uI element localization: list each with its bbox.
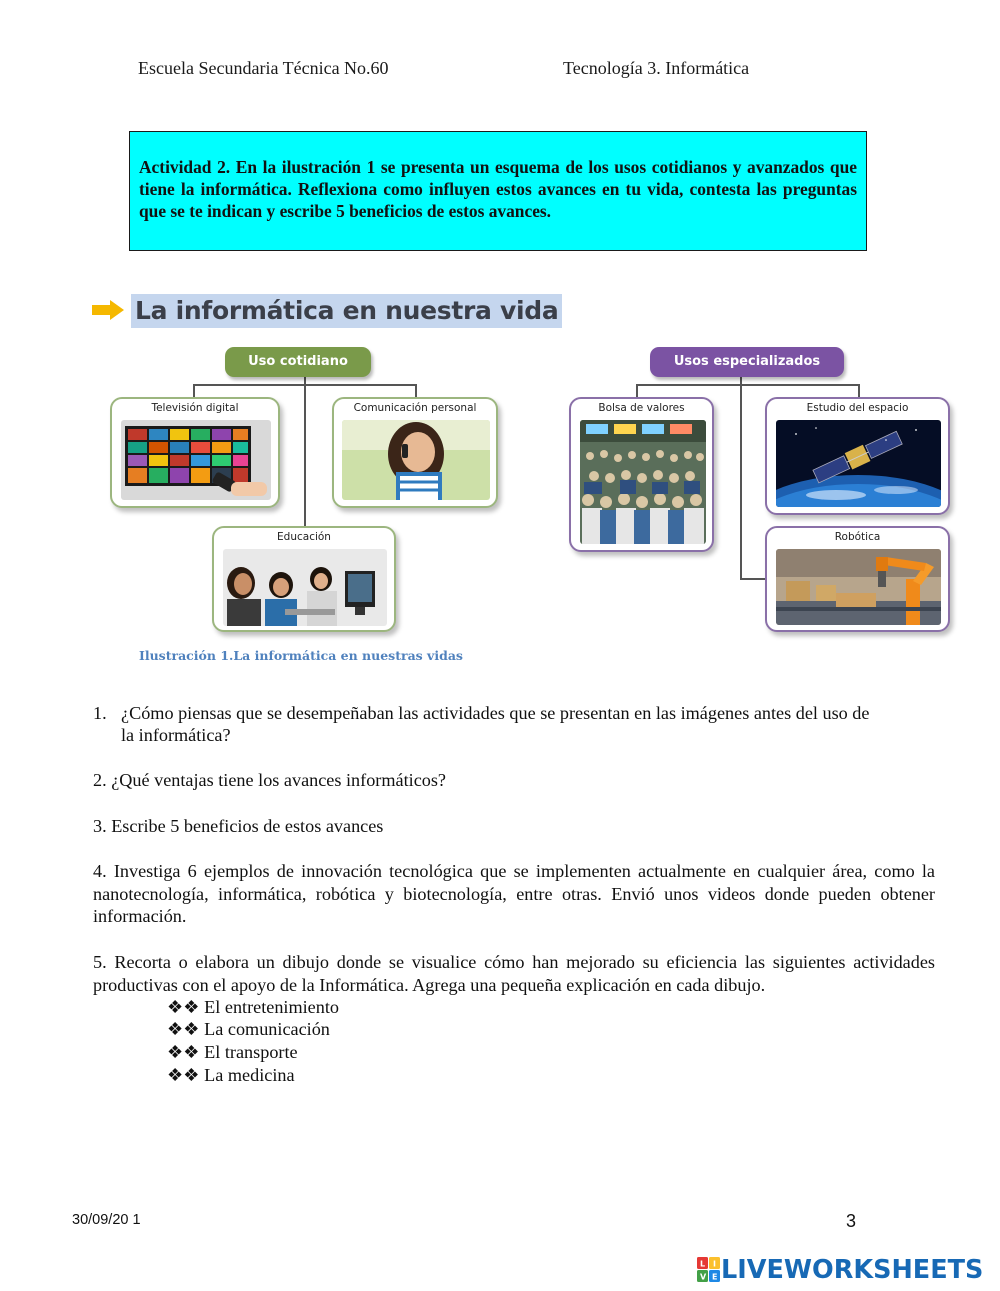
- question-1-line-1: ¿Cómo piensas que se desempeñaban las actividades que se presentan en las imágenes antes del uso de: [121, 703, 870, 723]
- liveworksheets-logo: [697, 1256, 983, 1284]
- connector-line: [304, 376, 306, 526]
- question-3: 3. Escribe 5 beneficios de estos avances: [93, 816, 384, 836]
- card-personal-communication: [332, 397, 498, 508]
- space-study-image: [776, 420, 941, 507]
- connector-line: [636, 384, 638, 398]
- logo-letter-l: L: [700, 1259, 706, 1269]
- stock-exchange-image: [580, 420, 706, 544]
- personal-communication-image: [342, 420, 490, 500]
- activity-box: [129, 131, 867, 251]
- specialized-use-label: Usos especializados: [650, 347, 844, 377]
- arrow-right-icon: [92, 300, 126, 320]
- liveworksheets-icon: [697, 1257, 721, 1283]
- card-space-study: [765, 397, 950, 515]
- card-digital-tv: [110, 397, 280, 508]
- figure-caption: Ilustración 1.La informática en nuestras vidas: [139, 648, 463, 663]
- bullet-transport: ❖❖ El transporte: [167, 1042, 298, 1062]
- card-label: Comunicación personal: [353, 402, 477, 414]
- digital-tv-image: [121, 420, 271, 500]
- logo-letter-e: E: [712, 1272, 718, 1282]
- logo-letter-i: I: [713, 1259, 716, 1269]
- activity-text: Actividad 2. En la ilustración 1 se presenta un esquema de los usos cotidianos y avanzados que tiene la informática. Reflexiona como influyen estos avances en tu vida, contesta las preguntas que se te indican y escribe 5 beneficios de estos avances.: [139, 157, 857, 221]
- connector-line: [740, 578, 766, 580]
- question-5: 5. Recorta o elabora un dibujo donde se visualice cómo han mejorado su eficiencia las siguientes actividades productivas con el apoyo de la Informática. Agrega una pequeña explicación en cada dibujo.: [93, 952, 935, 995]
- card-label: Educación: [277, 531, 331, 543]
- liveworksheets-brand[interactable]: LIVEWORKSHEETS: [721, 1255, 984, 1285]
- question-1-number: 1.: [93, 703, 107, 723]
- figure-title: La informática en nuestra vida: [131, 294, 562, 328]
- footer-date: 30/09/20 1: [72, 1212, 141, 1228]
- connector-line: [740, 376, 742, 579]
- connector-line: [858, 384, 860, 398]
- question-1-line-2: la informática?: [121, 725, 231, 745]
- school-name: Escuela Secundaria Técnica No.60: [138, 58, 389, 78]
- card-label: Bolsa de valores: [598, 402, 685, 414]
- question-2: 2. ¿Qué ventajas tiene los avances informáticos?: [93, 770, 447, 790]
- logo-letter-v: V: [700, 1272, 707, 1282]
- education-image: [223, 549, 387, 626]
- connector-line: [415, 384, 417, 398]
- bullet-entertainment: ❖❖ El entretenimiento: [167, 997, 339, 1017]
- connector-line: [636, 384, 858, 386]
- connector-line: [193, 384, 195, 398]
- everyday-use-label: Uso cotidiano: [225, 347, 371, 377]
- card-robotics: [765, 526, 950, 632]
- robotics-image: [776, 549, 941, 625]
- card-label: Televisión digital: [151, 402, 239, 414]
- subject-title: Tecnología 3. Informática: [563, 58, 750, 78]
- question-4: 4. Investiga 6 ejemplos de innovación tecnológica que se implementen actualmente en cualquier área, como la nanotecnología, informática, robótica y biotecnología, entre otras. Envió unos videos donde pueden obtener información.: [93, 861, 935, 926]
- card-stock-exchange: [569, 397, 714, 552]
- card-label: Estudio del espacio: [806, 402, 909, 414]
- bullet-medicine: ❖❖ La medicina: [167, 1065, 295, 1085]
- card-education: [212, 526, 396, 632]
- page-number: 3: [846, 1211, 857, 1231]
- bullet-communication: ❖❖ La comunicación: [167, 1019, 330, 1039]
- card-label: Robótica: [834, 531, 881, 543]
